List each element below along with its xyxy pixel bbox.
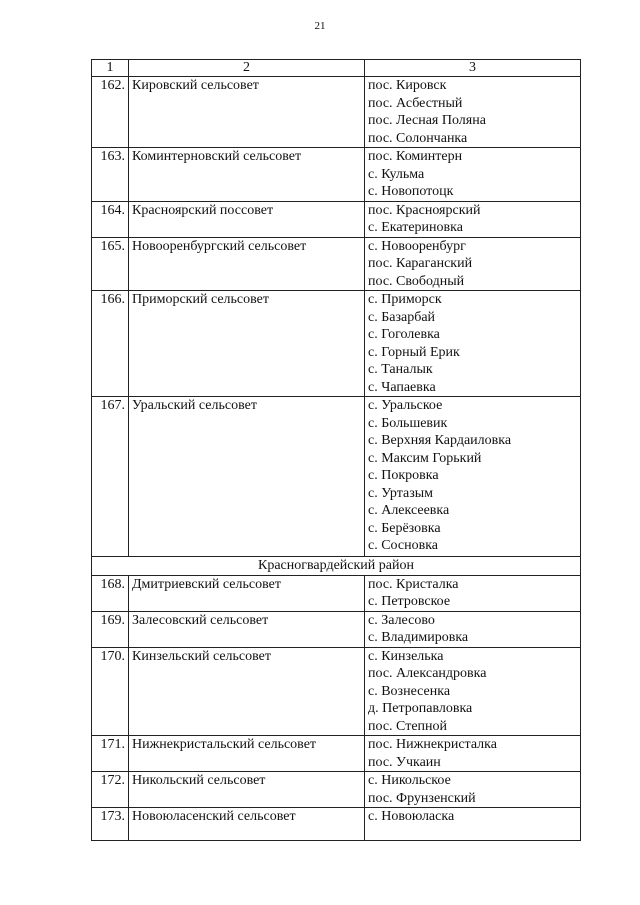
- table-row: [92, 77, 581, 148]
- page-number: 21: [314, 20, 326, 32]
- settlement-name: с. Сосновка: [368, 538, 439, 553]
- settlement-name: с. Гоголевка: [368, 327, 440, 342]
- row-number: 169.: [92, 611, 129, 647]
- table-row: [92, 575, 581, 611]
- settlement-name: с. Покровка: [368, 468, 439, 483]
- settlement-name: д. Петропавловка: [368, 701, 473, 716]
- table-row: [92, 647, 581, 736]
- settlement-list: [365, 397, 581, 557]
- settlement-name: пос. Свободный: [368, 273, 465, 289]
- settlement-name: пос. Солончанка: [368, 130, 468, 146]
- settlement-list: [365, 611, 581, 647]
- settlement-name: с. Горный Ерик: [368, 344, 460, 360]
- settlement-name: пос. Лесная Поляна: [368, 113, 486, 128]
- settlement-name: пос. Фрунзенский: [368, 790, 476, 806]
- settlement-list: [365, 237, 581, 291]
- settlement-name: пос. Караганский: [368, 256, 473, 271]
- settlement-name: с. Берёзовка: [368, 520, 441, 536]
- settlement-name: с. Таналык: [368, 362, 433, 377]
- row-number: 171.: [92, 736, 129, 772]
- settlement-list: [365, 647, 581, 736]
- table-body: [92, 77, 581, 841]
- settlement-list: [365, 201, 581, 237]
- row-number: 163.: [92, 148, 129, 202]
- district-heading: Красногвардейский район: [92, 557, 581, 576]
- settlement-name: пос. Коминтерн: [368, 149, 463, 164]
- council-name: Новоюласенский сельсовет: [129, 808, 365, 841]
- row-number: 166.: [92, 291, 129, 397]
- settlement-name: с. Никольское: [368, 773, 451, 788]
- settlement-name: с. Кинзелька: [368, 648, 444, 664]
- table-row: [92, 611, 581, 647]
- council-name: Кировский сельсовет: [129, 77, 365, 148]
- settlements-table: [91, 59, 581, 841]
- table-row: [92, 148, 581, 202]
- settlement-name: пос. Степной: [368, 718, 448, 734]
- settlement-name: пос. Учкаин: [368, 754, 441, 770]
- row-number: 167.: [92, 397, 129, 557]
- row-number: 168.: [92, 575, 129, 611]
- settlement-name: с. Приморск: [368, 292, 442, 307]
- settlement-name: с. Уртазым: [368, 485, 434, 501]
- column-header: 1: [92, 60, 129, 77]
- settlement-name: пос. Асбестный: [368, 95, 463, 111]
- settlement-name: с. Залесово: [368, 612, 435, 628]
- settlement-name: пос. Кировск: [368, 78, 447, 93]
- settlement-name: с. Новопотоцк: [368, 184, 454, 199]
- council-name: Дмитриевский сельсовет: [129, 575, 365, 611]
- settlement-list: [365, 808, 581, 841]
- settlement-name: пос. Нижнекристалка: [368, 737, 497, 752]
- council-name: Никольский сельсовет: [129, 772, 365, 808]
- table-row: [92, 201, 581, 237]
- table-header-row: [92, 60, 581, 77]
- row-number: 164.: [92, 201, 129, 237]
- row-number: 173.: [92, 808, 129, 841]
- settlement-name: с. Верхняя Кардаиловка: [368, 433, 512, 448]
- table-row: [92, 808, 581, 841]
- settlement-name: с. Новооренбург: [368, 238, 466, 254]
- row-number: 172.: [92, 772, 129, 808]
- council-name: Нижнекристальский сельсовет: [129, 736, 365, 772]
- settlement-name: пос. Кристалка: [368, 576, 459, 592]
- table-row: [92, 772, 581, 808]
- table-row: [92, 237, 581, 291]
- settlement-name: с. Большевик: [368, 415, 448, 431]
- table-row: [92, 397, 581, 557]
- settlement-list: [365, 772, 581, 808]
- council-name: Кинзельский сельсовет: [129, 647, 365, 736]
- settlement-name: с. Максим Горький: [368, 450, 482, 466]
- settlement-name: с. Алексеевка: [368, 503, 450, 518]
- council-name: Новооренбургский сельсовет: [129, 237, 365, 291]
- settlement-name: пос. Красноярский: [368, 202, 481, 218]
- settlement-name: с. Уральское: [368, 398, 443, 413]
- settlement-name: с. Чапаевка: [368, 379, 436, 395]
- district-heading-row: [92, 557, 581, 576]
- settlement-name: с. Вознесенка: [368, 683, 451, 699]
- council-name: Коминтерновский сельсовет: [129, 148, 365, 202]
- settlement-name: с. Новоюласка: [368, 809, 455, 824]
- settlement-list: [365, 148, 581, 202]
- table-row: [92, 291, 581, 397]
- council-name: Приморский сельсовет: [129, 291, 365, 397]
- settlement-name: с. Екатериновка: [368, 220, 463, 235]
- settlement-list: [365, 575, 581, 611]
- settlement-list: [365, 736, 581, 772]
- settlement-list: [365, 77, 581, 148]
- settlement-name: с. Петровское: [368, 594, 451, 609]
- table-row: [92, 736, 581, 772]
- column-header: 2: [129, 60, 365, 77]
- column-header: 3: [365, 60, 581, 77]
- settlement-name: с. Кульма: [368, 166, 425, 182]
- settlement-list: [365, 291, 581, 397]
- council-name: Уральский сельсовет: [129, 397, 365, 557]
- settlement-name: пос. Александровка: [368, 666, 487, 681]
- row-number: 170.: [92, 647, 129, 736]
- settlement-name: с. Владимировка: [368, 630, 469, 645]
- row-number: 162.: [92, 77, 129, 148]
- settlement-name: с. Базарбай: [368, 309, 436, 325]
- council-name: Красноярский поссовет: [129, 201, 365, 237]
- council-name: Залесовский сельсовет: [129, 611, 365, 647]
- row-number: 165.: [92, 237, 129, 291]
